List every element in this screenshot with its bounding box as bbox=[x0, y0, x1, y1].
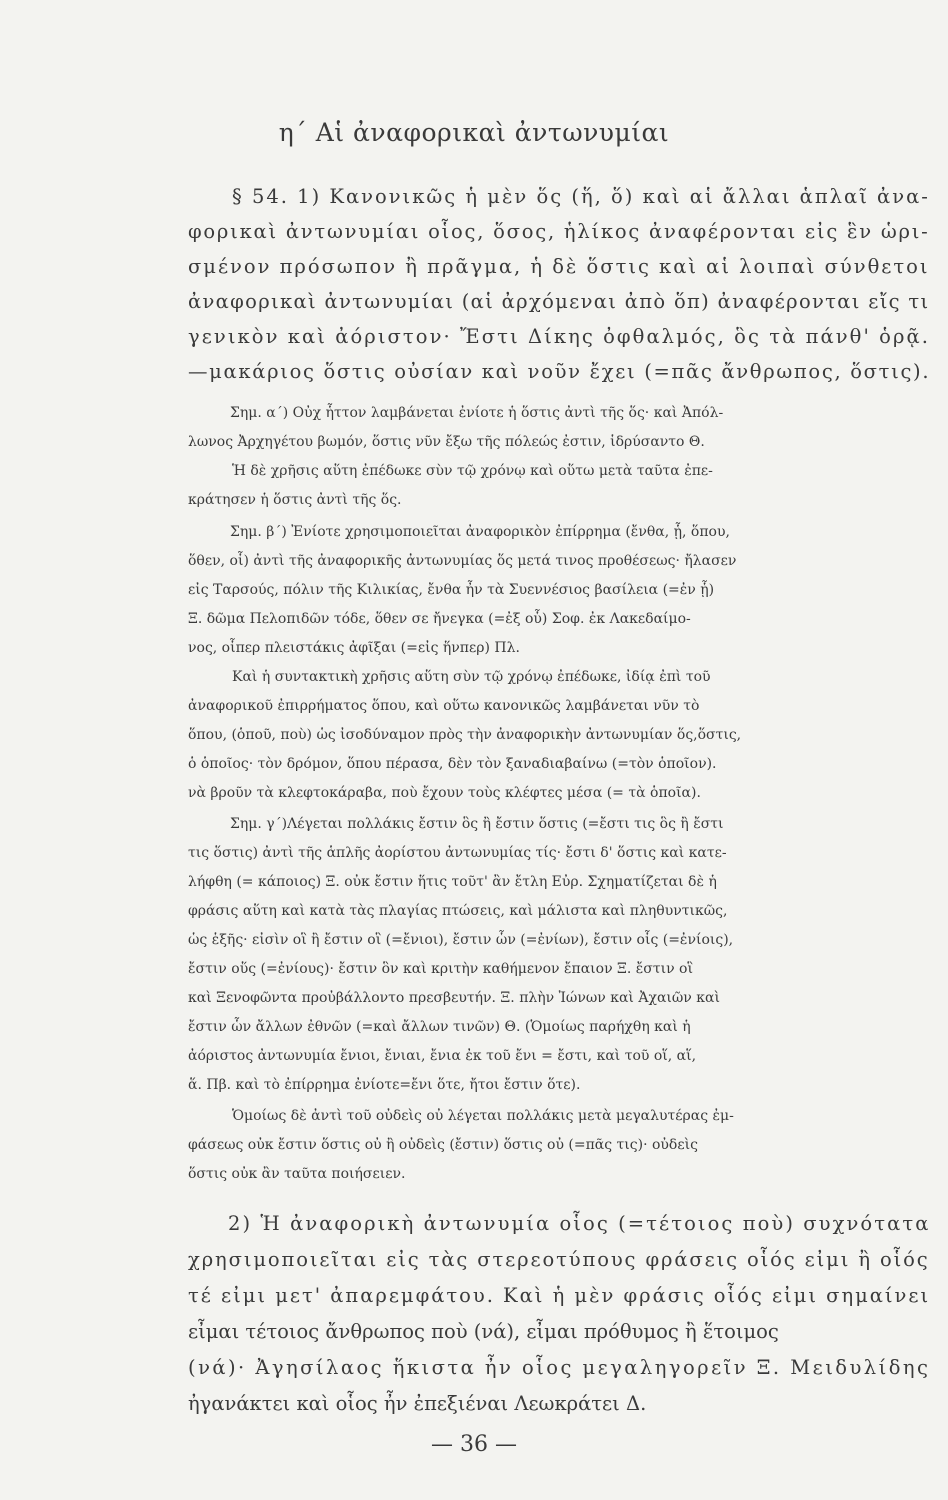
text-line: ὡς ἑξῆς· εἰσὶν οἳ ἢ ἔστιν οἳ (=ἔνιοι), ἔστιν ὧν (=ἐνίων), ἔστιν οἷς (=ἐνίοις), bbox=[188, 932, 734, 948]
text-line: χρησιμοποιεῖται εἰς τὰς στερεοτύπους φράσεις οἷός εἰμι ἢ οἷός bbox=[188, 1248, 930, 1271]
text-line: λήφθη (= κάποιος) Ξ. οὐκ ἔστιν ἥτις τοῦτ' ἂν ἔτλη Εὐρ. Σχηματίζεται δὲ ἡ bbox=[188, 874, 717, 890]
text-line: κράτησεν ἡ ὅστις ἀντὶ τῆς ὅς. bbox=[188, 492, 402, 508]
text-line: νος, οἷπερ πλειστάκις ἀφῖξαι (=εἰς ἥνπερ) Πλ. bbox=[188, 640, 520, 656]
text-line: ἅ. Πβ. καὶ τὸ ἐπίρρημα ἐνίοτε=ἔνι ὅτε, ἤτοι ἔστιν ὅτε). bbox=[188, 1077, 581, 1093]
text-line: ὅθεν, οἷ) ἀντὶ τῆς ἀναφορικῆς ἀντωνυμίας ὅς μετά τινος προθέσεως· ἤλασεν bbox=[188, 553, 737, 569]
text-line: σμένον πρόσωπον ἢ πρᾶγμα, ἡ δὲ ὅστις καὶ αἱ λοιπαὶ σύνθετοι bbox=[188, 255, 930, 278]
page-number: — 36 — bbox=[431, 1432, 517, 1457]
text-line: ὁ ὁποῖος· τὸν δρόμον, ὅπου πέρασα, δὲν τὸν ξαναδιαβαίνω (=τὸν ὁποῖον). bbox=[188, 756, 717, 772]
text-line: ἔστιν ὧν ἄλλων ἐθνῶν (=καὶ ἄλλων τινῶν) Θ. (Ὁμοίως παρήχθη καὶ ἡ bbox=[188, 1019, 691, 1035]
text-line: εἶμαι τέτοιος ἄνθρωπος ποὺ (νά), εἶμαι πρόθυμος ἢ ἕτοιμος bbox=[188, 1320, 779, 1343]
text-line: ἀναφορικαὶ ἀντωνυμίαι (αἱ ἀρχόμεναι ἀπὸ ὅπ) ἀναφέρονται εἴς τι bbox=[188, 290, 930, 313]
text-line: Ἡ δὲ χρῆσις αὕτη ἐπέδωκε σὺν τῷ χρόνῳ καὶ οὕτω μετὰ ταῦτα ἐπε- bbox=[232, 463, 713, 479]
text-line: ἠγανάκτει καὶ οἷος ἦν ἐπεξιέναι Λεωκράτει Δ. bbox=[188, 1392, 647, 1415]
text-line: Ὁμοίως δὲ ἀντὶ τοῦ οὐδεὶς οὐ λέγεται πολλάκις μετὰ μεγαλυτέρας ἐμ- bbox=[232, 1108, 734, 1124]
section-title: η΄ Αἱ ἀναφορικαὶ ἀντωνυμίαι bbox=[278, 118, 670, 147]
text-line: φάσεως οὐκ ἔστιν ὅστις οὐ ἢ οὐδεὶς (ἔστιν) ὅστις οὐ (=πᾶς τις)· οὐδεὶς bbox=[188, 1137, 698, 1153]
text-line: φράσις αὕτη καὶ κατὰ τὰς πλαγίας πτώσεις, καὶ μάλιστα καὶ πληθυντικῶς, bbox=[188, 903, 728, 919]
text-line: τέ εἰμι μετ' ἀπαρεμφάτου. Καὶ ἡ μὲν φράσις οἷός εἰμι σημαίνει bbox=[188, 1284, 931, 1307]
text-line: ὅστις οὐκ ἂν ταῦτα ποιήσειεν. bbox=[188, 1166, 406, 1182]
text-line: λωνος Ἀρχηγέτου βωμόν, ὅστις νῦν ἔξω τῆς πόλεώς ἐστιν, ἱδρύσαντο Θ. bbox=[188, 434, 705, 450]
text-line: φορικαὶ ἀντωνυμίαι οἷος, ὅσος, ἡλίκος ἀναφέρονται εἰς ἓν ὡρι- bbox=[188, 220, 930, 243]
text-line: § 54. 1) Κανονικῶς ἡ μὲν ὅς (ἥ, ὅ) καὶ αἱ ἄλλαι ἁπλαῖ ἀνα- bbox=[232, 185, 930, 208]
text-line: Σημ. β΄) Ἐνίοτε χρησιμοποιεῖται ἀναφορικὸν ἐπίρρημα (ἔνθα, ᾗ, ὅπου, bbox=[230, 524, 730, 540]
text-line: ἔστιν οὕς (=ἐνίους)· ἔστιν ὃν καὶ κριτὴν καθήμενον ἔπαιον Ξ. ἔστιν οἳ bbox=[188, 961, 693, 977]
text-line: Σημ. α΄) Οὐχ ἧττον λαμβάνεται ἐνίοτε ἡ ὅστις ἀντὶ τῆς ὅς· καὶ Ἀπόλ- bbox=[230, 405, 724, 421]
text-line: ἀόριστος ἀντωνυμία ἔνιοι, ἔνιαι, ἔνια ἐκ τοῦ ἔνι = ἔστι, καὶ τοῦ οἵ, αἵ, bbox=[188, 1048, 697, 1064]
text-line: Σημ. γ΄)Λέγεται πολλάκις ἔστιν ὃς ἢ ἔστιν ὅστις (=ἔστι τις ὃς ἢ ἔστι bbox=[230, 816, 724, 832]
text-line: Καὶ ἡ συντακτικὴ χρῆσις αὕτη σὺν τῷ χρόνῳ ἐπέδωκε, ἰδίᾳ ἐπὶ τοῦ bbox=[232, 669, 711, 685]
text-line: ὅπου, (ὁποῦ, ποὺ) ὡς ἰσοδύναμον πρὸς τὴν ἀναφορικὴν ἀντωνυμίαν ὅς,ὅστις, bbox=[188, 727, 742, 743]
text-line: τις ὅστις) ἀντὶ τῆς ἁπλῆς ἀορίστου ἀντωνυμίας τίς· ἔστι δ' ὅστις καὶ κατε- bbox=[188, 845, 727, 861]
text-line: ἀναφορικοῦ ἐπιρρήματος ὅπου, καὶ οὕτω κανονικῶς λαμβάνεται νῦν τὸ bbox=[188, 698, 700, 714]
text-line: νὰ βροῦν τὰ κλεφτοκάραβα, ποὺ ἔχουν τοὺς κλέφτες μέσα (= τὰ ὁποῖα). bbox=[188, 785, 701, 801]
text-line: καὶ Ξενοφῶντα προὐβάλλοντο πρεσβευτήν. Ξ. πλὴν Ἰώνων καὶ Ἀχαιῶν καὶ bbox=[188, 990, 720, 1006]
text-line: εἰς Ταρσούς, πόλιν τῆς Κιλικίας, ἔνθα ἦν τὰ Συεννέσιος βασίλεια (=ἐν ᾗ) bbox=[188, 582, 715, 598]
text-line: (νά)· Ἀγησίλαος ἥκιστα ἦν οἷος μεγαληγορεῖν Ξ. Μειδυλίδης bbox=[188, 1356, 931, 1379]
text-line: —μακάριος ὅστις οὐσίαν καὶ νοῦν ἔχει (=πᾶς ἄνθρωπος, ὅστις). bbox=[188, 360, 931, 383]
text-line: γενικὸν καὶ ἀόριστον· Ἔστι Δίκης ὀφθαλμός, ὃς τὰ πάνθ' ὁρᾷ. bbox=[188, 325, 930, 348]
text-line: Ξ. δῶμα Πελοπιδῶν τόδε, ὅθεν σε ἤνεγκα (=ἐξ οὗ) Σοφ. ἐκ Λακεδαίμο- bbox=[188, 611, 691, 627]
text-line: 2) Ἡ ἀναφορικὴ ἀντωνυμία οἷος (=τέτοιος ποὺ) συχνότατα bbox=[228, 1212, 931, 1235]
